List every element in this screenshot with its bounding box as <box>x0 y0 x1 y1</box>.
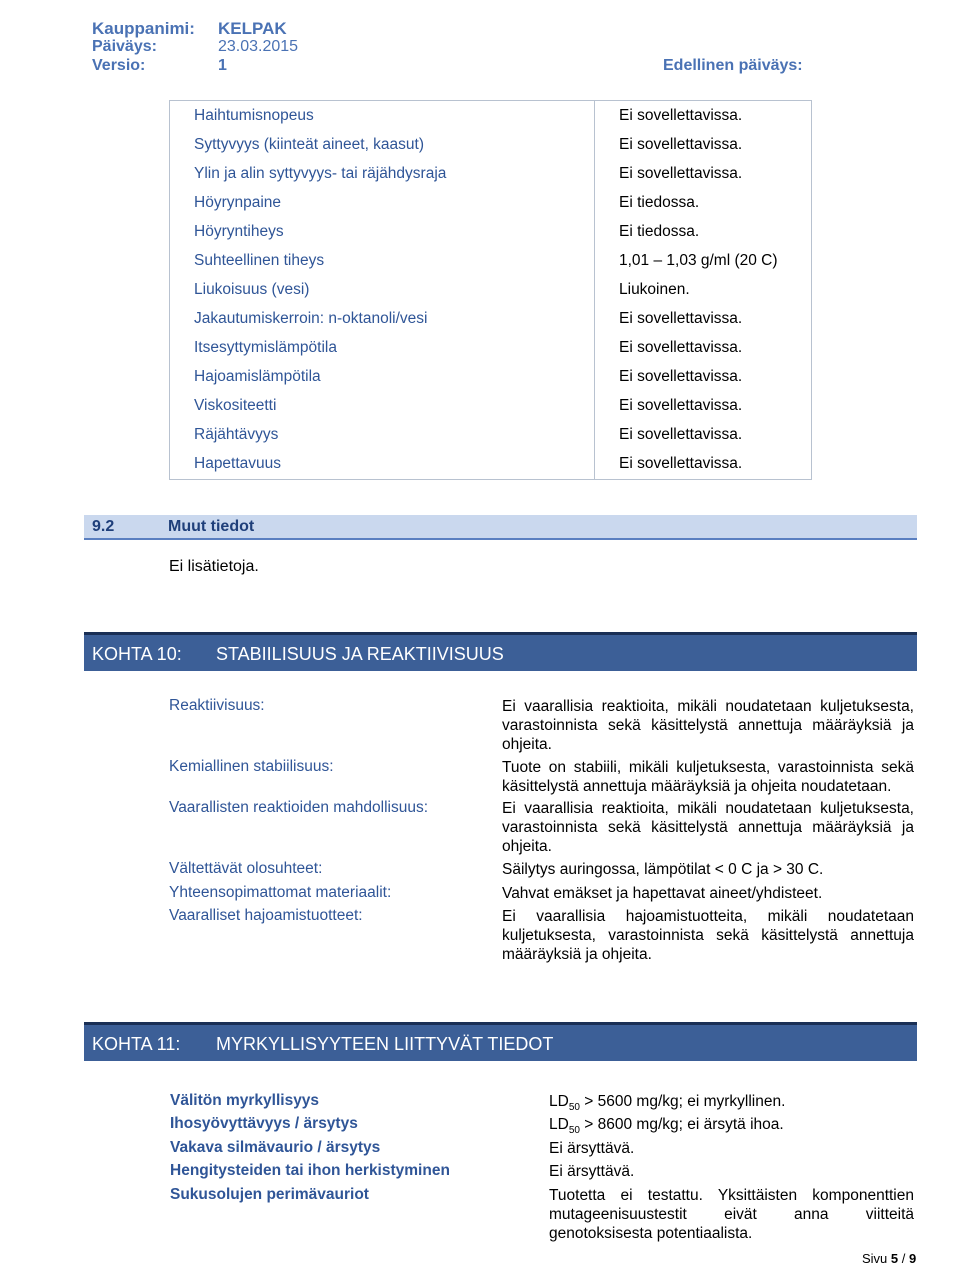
page-number <box>862 1251 916 1266</box>
stability-label: Kemiallinen stabiilisuus: <box>169 758 334 775</box>
header-date <box>92 38 299 56</box>
property-value: 1,01 – 1,03 g/ml (20 C) <box>619 252 778 269</box>
eye-damage-label: Vakava silmävaurio / ärsytys <box>170 1139 381 1156</box>
date-value: 23.03.2015 <box>218 38 299 55</box>
version-value: 1 <box>218 57 227 74</box>
property-value: Ei sovellettavissa. <box>619 339 743 356</box>
section-number: KOHTA 11: <box>92 1034 181 1054</box>
acute-toxicity-label: Välitön myrkyllisyys <box>170 1092 320 1109</box>
table-row <box>170 362 811 391</box>
section-title: MYRKYLLISYYTEEN LIITTYVÄT TIEDOT <box>216 1034 554 1054</box>
property-label: Ylin ja alin syttyvyys- tai räjähdysraja <box>194 165 447 182</box>
decomposition-products-value: Ei vaarallisia hajoamistuotteita, mikäli noudatetaan kuljetuksesta, varastoinnista sekä käsittelystä annettuja määräyksiä ja ohjeita. <box>502 908 914 963</box>
section-number: 9.2 <box>92 518 115 535</box>
property-value: Ei sovellettavissa. <box>619 426 743 443</box>
hazardous-reactions-value: Ei vaarallisia reaktioita, mikäli noudatetaan kuljetuksesta, varastoinnista sekä käsittelystä annettuja määräyksiä ja ohjeita. <box>502 800 914 855</box>
mutagenicity-label: Sukusolujen perimävauriot <box>170 1186 369 1203</box>
page-total: 9 <box>909 1251 917 1266</box>
reactivity-value: Ei vaarallisia reaktioita, mikäli noudatetaan kuljetuksesta, varastoinnista sekä käsittelystä annettuja määräyksiä ja ohjeita. <box>502 698 914 753</box>
stability-value: Tuote on stabiili, mikäli kuljetuksesta, varastoinnista sekä käsittelystä annettuja määräyksiä ja ohjeita noudatetaan. <box>502 759 914 795</box>
mutagenicity-value: Tuotetta ei testattu. Yksittäisten komponenttien mutageenisuustestit eivät anna viitteitä genotoksisesta potentiaalista. <box>549 1187 914 1242</box>
eye-damage-value: Ei ärsyttävä. <box>549 1140 635 1157</box>
table-row <box>170 246 811 275</box>
table-row <box>170 304 811 333</box>
property-value: Ei sovellettavissa. <box>619 136 743 153</box>
property-label: Liukoisuus (vesi) <box>194 281 310 298</box>
table-row <box>170 391 811 420</box>
property-value: Ei tiedossa. <box>619 223 700 240</box>
table-row <box>170 188 811 217</box>
page-current: 5 <box>890 1251 899 1266</box>
table-row <box>170 275 811 304</box>
table-row <box>170 449 811 478</box>
property-label: Höyryntiheys <box>194 223 284 240</box>
section-10-header <box>84 632 917 671</box>
ld-text: > 8600 mg/kg; ei ärsytä ihoa. <box>579 1116 784 1133</box>
skin-irritation-label: Ihosyövyttävyys / ärsytys <box>170 1115 358 1132</box>
section-title: STABIILISUUS JA REAKTIIVISUUS <box>216 644 504 664</box>
ld-subscript: 50 <box>568 1125 580 1137</box>
sensitisation-value: Ei ärsyttävä. <box>549 1163 635 1180</box>
company-value: KELPAK <box>218 19 287 38</box>
property-label: Hajoamislämpötila <box>194 368 321 385</box>
table-row <box>170 420 811 449</box>
conditions-to-avoid-value: Säilytys auringossa, lämpötilat < 0 C ja > 30 C. <box>502 861 824 878</box>
previous-date-label: Edellinen päiväys: <box>663 57 803 74</box>
ld-prefix: LD <box>549 1093 569 1110</box>
property-value: Ei tiedossa. <box>619 194 700 211</box>
property-label: Syttyvyys (kiinteät aineet, kaasut) <box>194 136 425 153</box>
decomposition-products-label: Vaaralliset hajoamistuotteet: <box>169 907 363 924</box>
section-9-2-header <box>84 515 917 540</box>
section-number: KOHTA 10: <box>92 644 182 664</box>
property-label: Räjähtävyys <box>194 426 279 443</box>
property-value: Ei sovellettavissa. <box>619 368 743 385</box>
table-row <box>170 333 811 362</box>
ld-subscript: 50 <box>568 1102 580 1114</box>
page-separator: / <box>901 1251 906 1266</box>
table-row <box>170 217 811 246</box>
incompatible-materials-value: Vahvat emäkset ja hapettavat aineet/yhdisteet. <box>502 885 823 902</box>
table-row <box>170 159 811 188</box>
property-value: Ei sovellettavissa. <box>619 455 743 472</box>
ld-prefix: LD <box>549 1116 569 1133</box>
table-row <box>170 130 811 159</box>
property-value: Ei sovellettavissa. <box>619 107 743 124</box>
skin-irritation-value <box>549 1115 914 1140</box>
property-label: Haihtumisnopeus <box>194 107 314 124</box>
property-label: Höyrynpaine <box>194 194 282 211</box>
property-label: Itsesyttymislämpötila <box>194 339 337 356</box>
property-label: Hapettavuus <box>194 455 282 472</box>
property-value: Ei sovellettavissa. <box>619 397 743 414</box>
property-value: Ei sovellettavissa. <box>619 310 743 327</box>
acute-toxicity-value <box>549 1092 914 1117</box>
header-version <box>92 57 227 75</box>
date-label: Päiväys: <box>92 38 157 55</box>
property-value: Liukoinen. <box>619 281 690 298</box>
reactivity-label: Reaktiivisuus: <box>169 697 265 714</box>
section-9-2-text: Ei lisätietoja. <box>169 558 259 575</box>
ld-text: > 5600 mg/kg; ei myrkyllinen. <box>579 1093 786 1110</box>
sensitisation-label: Hengitysteiden tai ihon herkistyminen <box>170 1162 450 1179</box>
incompatible-materials-label: Yhteensopimattomat materiaalit: <box>169 884 392 901</box>
property-label: Jakautumiskerroin: n-oktanoli/vesi <box>194 310 428 327</box>
section-11-header <box>84 1022 917 1061</box>
hazardous-reactions-label: Vaarallisten reaktioiden mahdollisuus: <box>169 799 429 816</box>
section-title: Muut tiedot <box>168 518 255 535</box>
property-label: Viskositeetti <box>194 397 277 414</box>
company-label: Kauppanimi: <box>92 19 195 38</box>
header-company <box>92 19 287 39</box>
property-label: Suhteellinen tiheys <box>194 252 325 269</box>
conditions-to-avoid-label: Vältettävät olosuhteet: <box>169 860 323 877</box>
table-row <box>170 101 811 130</box>
page-label: Sivu <box>862 1251 888 1266</box>
properties-table <box>169 100 812 480</box>
version-label: Versio: <box>92 57 146 74</box>
property-value: Ei sovellettavissa. <box>619 165 743 182</box>
